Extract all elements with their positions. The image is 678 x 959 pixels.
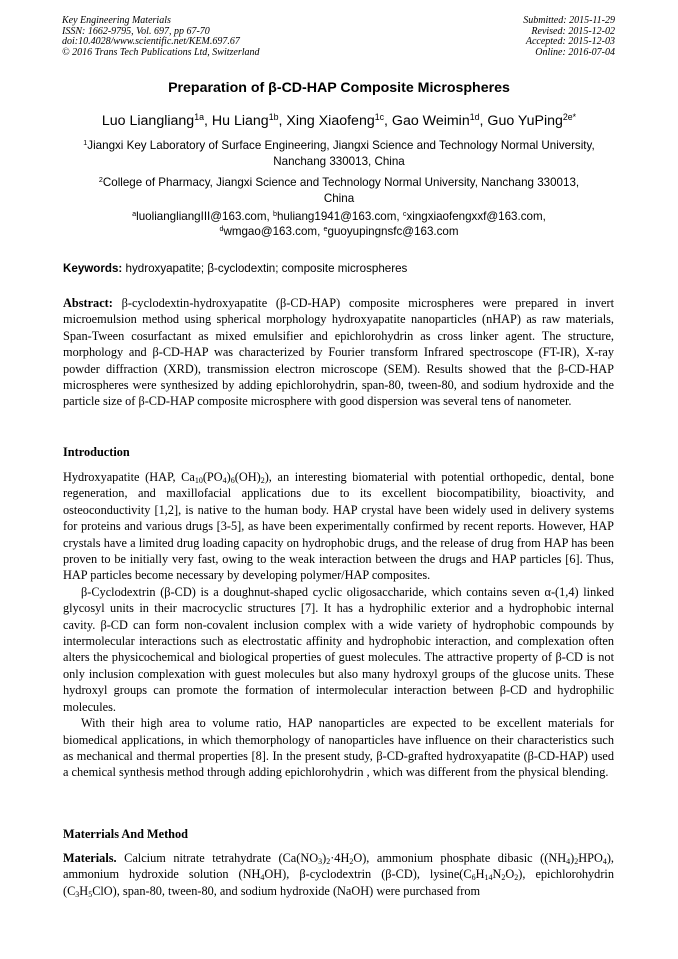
- author-name: Hu Liang: [211, 113, 269, 129]
- author-name: Xing Xiaofeng: [286, 113, 375, 129]
- methods-body: [63, 850, 614, 899]
- copyright: © 2016 Trans Tech Publications Ltd, Switzerland: [62, 46, 260, 58]
- header-left: [62, 16, 260, 58]
- author-name: Gao Weimin: [391, 113, 470, 129]
- author-affiliation-mark: 1b: [268, 112, 279, 123]
- paragraph: With their high area to volume ratio, HAP nanoparticles are expected to be excellent materials for biomedical applications, in which themorphology of nanoparticles have influence on their characteristics such as mechanical and thermal properties [8]. In the present study, β-CD-grafted hydroxyapatite (β-CD-HAP) used a chemical synthesis method through adding epichlorohydrin , which was different from the physical blending.: [63, 716, 614, 780]
- email-address[interactable]: guoyupingnsfc@163.com: [327, 225, 459, 238]
- email-address[interactable]: huliang1941@163.com: [276, 210, 397, 223]
- abstract-label: Abstract:: [63, 296, 113, 310]
- affiliation-text: Nanchang 330013, China: [273, 155, 405, 168]
- header-right: [523, 16, 615, 58]
- email-mark: d: [219, 224, 224, 234]
- email-list: $^a$luoliangliangIII@163.com, $^b$huliang1941@163.com, $^c$xingxiaofengxxf@163.com, $^d$wmgao@163.com, $^e$guoyupingnsfc@163.com: [132, 209, 546, 238]
- author-affiliation-mark: 1a: [194, 112, 204, 123]
- author-affiliation-mark: 2e*: [562, 112, 577, 123]
- keywords: [63, 262, 407, 275]
- affiliation-mark: 1: [83, 138, 88, 148]
- journal-name: Key Engineering Materials: [62, 15, 171, 26]
- affiliation-text: China: [323, 192, 355, 205]
- keywords-label: Keywords:: [63, 262, 123, 275]
- doi[interactable]: doi:10.4028/www.scientific.net/KEM.697.67: [62, 36, 240, 48]
- author-affiliation-mark: 1d: [469, 112, 480, 123]
- affiliation-mark: 2: [98, 175, 103, 185]
- email-mark: a: [132, 209, 137, 219]
- section-heading-methods: Materrials And Method: [63, 827, 189, 841]
- paragraph: β-Cyclodextrin (β-CD) is a doughnut-shaped cyclic oligosaccharide, which contains seven α-(1,4) linked glycosyl units in their macrocyclic structures [7]. It has a hydrophilic exterior and a hydrophobic internal cavity. β-CD can form non-covalent inclusion complex with a wide variety of hydrophobic compounds by intermolecular interactions such as electrostatic affinity and hydrophobic interaction, and complexation often alters the physicochemical and biological properties of guest molecules. The attractive property of β-CD is not only inclusion complexation with guest molecules but also many hydroxyl groups of the glucose units. These hydroxyl groups can promote the formation of intermolecular interaction between β-CD and hydrophilic molecules.: [63, 584, 614, 714]
- author-name: Luo Liangliang: [101, 113, 195, 129]
- introduction-body: [63, 469, 614, 781]
- email-mark: e: [323, 224, 328, 234]
- keywords-text: hydroxyapatite; β-cyclodextin; composite microspheres: [125, 262, 408, 275]
- affiliation-2: [0, 175, 678, 207]
- date-accepted: Accepted: 2015-12-03: [525, 36, 615, 48]
- paragraph: Materials. Calcium nitrate tetrahydrate $(Ca(NO_3)_2\cdot 4H_2O)$, ammonium phosphate dibasic $((NH_4)_2HPO_4)$, ammonium hydroxide solution $(NH_4OH)$, β-cyclodextrin (β-CD), $lysine(C_6H_{14}N_2O_2)$, epichlorohydrin $(C_3H_5ClO)$, span-80, tween-80, and sodium hydroxide (NaOH) were purchased from: [63, 851, 614, 899]
- affiliation-text: Jiangxi Key Laboratory of Surface Engineering, Jiangxi Science and Technology Normal University,: [87, 139, 595, 152]
- date-online: Online: 2016-07-04: [535, 46, 615, 58]
- email-address[interactable]: wmgao@163.com: [223, 225, 318, 238]
- issn-info: ISSN: 1662-9795, Vol. 697, pp 67-70: [62, 25, 210, 37]
- email-mark: b: [272, 209, 277, 219]
- date-revised: Revised: 2015-12-02: [531, 25, 615, 37]
- author-affiliation-mark: 1c: [374, 112, 385, 123]
- email-mark: c: [402, 209, 407, 219]
- section-heading-introduction: Introduction: [63, 445, 130, 459]
- paper-title: Preparation of β-CD-HAP Composite Microspheres: [168, 80, 510, 96]
- materials-label: Materials.: [63, 851, 117, 865]
- abstract: [63, 295, 614, 410]
- date-submitted: Submitted: 2015-11-29: [523, 15, 615, 26]
- email-address[interactable]: xingxiaofengxxf@163.com,: [406, 210, 546, 223]
- affiliation-1: [0, 138, 678, 170]
- affiliation-text: College of Pharmacy, Jiangxi Science and Technology Normal University, Nanchang 330013,: [102, 176, 580, 189]
- author-name: Guo YuPing: [487, 113, 563, 129]
- paragraph: Hydroxyapatite (HAP, $Ca_{10}(PO_4)_6(OH)_2$), an interesting biomaterial with potential orthopedic, dental, bone regeneration, and maxillofacial applications due to its excellent biocompatibility, bioactivity, and osteoconductivity [1,2], is native to the human body. HAP crystal have been widely used in delivery systems for proteins and various drugs [3-5], as have been experimentally confirmed by recent reports. However, HAP crystals have a limited drug loading capacity on hydrophobic drugs, and the release of drug from HAP has been proven to be initially very fast, owing to the weak interaction between the drugs and HAP particles [6]. Thus, HAP particles become necessary by developing polymer/HAP composites.: [63, 470, 614, 583]
- email-address[interactable]: luoliangliangIII@163.com: [136, 210, 267, 223]
- abstract-text: β-cyclodextin-hydroxyapatite (β-CD-HAP) composite microspheres were prepared in invert microemulsion method using spherical morphology hydroxyapatite nanoparticles (nHAP) as raw materials, Span-Tween cosurfactant as mixed emulsifier and epichlorohydrin as cross linker agent. The structure, morphology and β-CD-HAP was characterized by Fourier transform Infrared spectroscope (FT-IR), X-ray powder diffraction (XRD), transmission electron microscope (SEM). Results showed that the β-CD-HAP microspheres were synthesized by adding epichlorohydrin, span-80, tween-80, and sodium hydroxide and the particle size of β-CD-HAP composite microsphere with good dispersion was several tens of nanometer.: [63, 296, 614, 409]
- author-list: Luo Liangliang$^{1a}$, Hu Liang$^{1b}$, Xing Xiaofeng$^{1c}$, Gao Weimin$^{1d}$, Guo YuPing$^{2e*}$: [101, 112, 577, 129]
